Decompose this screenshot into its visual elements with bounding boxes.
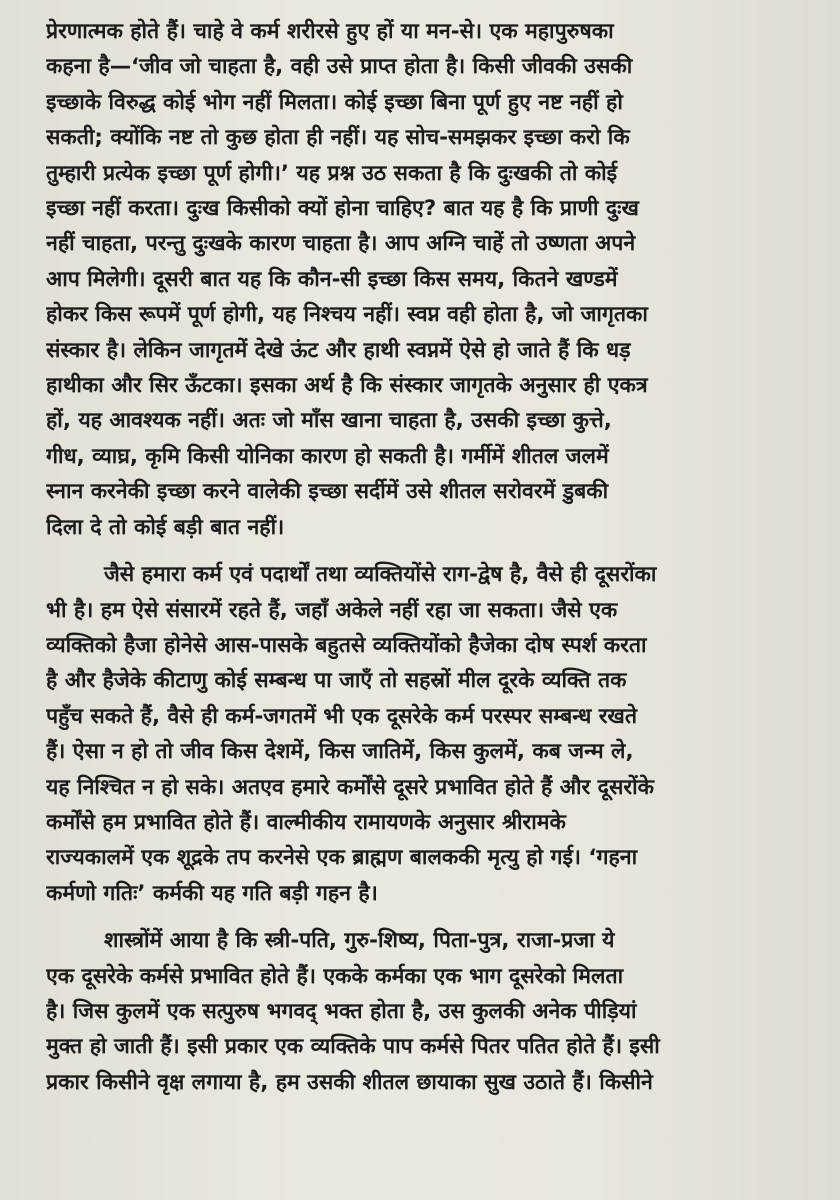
text-line: कर्मणो गतिः’ कर्मकी यह गति बड़ी गहन है। [46,880,378,906]
text-line: प्रकार किसीने वृक्ष लगाया है, हम उसकी शीतल छायाका सुख उठाते हैं। किसीने [46,1069,653,1095]
text-line: हाथीका और सिर ऊँटका। इसका अर्थ है कि संस्कार जागृतके अनुसार ही एकत्र [46,373,648,399]
text-line: कर्मोंसे हम प्रभावित होते हैं। वाल्मीकीय रामायणके अनुसार श्रीरामके [46,809,566,835]
text-line: स्नान करनेकी इच्छा करने वालेकी इच्छा सर्दीमें उसे शीतल सरोवरमें डुबकी [46,479,609,505]
paragraph-1 [46,14,800,545]
text-line: दिला दे तो कोई बड़ी बात नहीं। [46,514,285,540]
text-line: हों, यह आवश्यक नहीं। अतः जो माँस खाना चाहता है, उसकी इच्छा कुत्ते, [46,408,612,434]
text-line: पहुँच सकते हैं, वैसे ही कर्म-जगतमें भी एक दूसरेके कर्म परस्पर सम्बन्ध रखते [46,703,637,729]
paragraph-2 [46,557,800,911]
text-line: इच्छा नहीं करता। दुःख किसीको क्यों होना चाहिए? बात यह है कि प्राणी दुःख [46,196,639,222]
text-line: व्यक्तिको हैजा होनेसे आस-पासके बहुतसे व्यक्तियोंको हैजेका दोष स्पर्श करता [46,632,647,658]
text-line: शास्त्रोंमें आया है कि स्त्री-पति, गुरु-शिष्य, पिता-पुत्र, राजा-प्रजा ये [104,928,615,954]
text-line: सकती; क्योंकि नष्ट तो कुछ होता ही नहीं। यह सोच-समझकर इच्छा करो कि [46,125,630,151]
text-line: तुम्हारी प्रत्येक इच्छा पूर्ण होगी।’ यह प्रश्न उठ सकता है कि दुःखकी तो कोई [46,160,618,186]
text-line: प्रेरणात्मक होते हैं। चाहे वे कर्म शरीरसे हुए हों या मन-से। एक महापुरुषका [46,19,614,44]
text-line: एक दूसरेके कर्मसे प्रभावित होते हैं। एकके कर्मका एक भाग दूसरेको मिलता [46,963,624,989]
paragraph-3 [46,923,800,1100]
text-line: संस्कार है। लेकिन जागृतमें देखे ऊंट और हाथी स्वप्नमें ऐसे हो जाते हैं कि धड़ [46,337,631,363]
text-line: जैसे हमारा कर्म एवं पदार्थों तथा व्यक्तियोंसे राग-द्वेष है, वैसे ही दूसरोंका [104,562,657,588]
text-line: मुक्त हो जाती हैं। इसी प्रकार एक व्यक्तिके पाप कर्मसे पितर पतित होते हैं। इसी [46,1034,660,1060]
text-line: हैं। ऐसा न हो तो जीव किस देशमें, किस जातिमें, किस कुलमें, कब जन्म ले, [46,739,634,765]
text-line: आप मिलेगी। दूसरी बात यह कि कौन-सी इच्छा किस समय, कितने खण्डमें [46,266,618,292]
text-line: भी है। हम ऐसे संसारमें रहते हैं, जहाँ अकेले नहीं रहा जा सकता। जैसे एक [46,597,618,623]
text-line: इच्छाके विरुद्ध कोई भोग नहीं मिलता। कोई इच्छा बिना पूर्ण हुए नष्ट नहीं हो [46,89,623,115]
text-line: कहना है—‘जीव जो चाहता है, वही उसे प्राप्त होता है। किसी जीवकी उसकी [46,54,633,80]
text-line: है। जिस कुलमें एक सत्पुरुष भगवद् भक्त होता है, उस कुलकी अनेक पीड़ियां [46,998,637,1024]
text-line: राज्यकालमें एक शूद्रके तप करनेसे एक ब्राह्मण बालककी मृत्यु हो गई। ‘गहना [46,845,638,871]
text-line: यह निश्चित न हो सके। अतएव हमारे कर्मोंसे दूसरे प्रभावित होते हैं और दूसरोंके [46,774,654,800]
text-line: नहीं चाहता, परन्तु दुःखके कारण चाहता है। आप अग्नि चाहें तो उष्णता अपने [46,231,636,257]
text-line: होकर किस रूपमें पूर्ण होगी, यह निश्चय नहीं। स्वप्न वही होता है, जो जागृतका [46,302,648,328]
text-line: गीध, व्याघ्र, कृमि किसी योनिका कारण हो सकती है। गर्मीमें शीतल जलमें [46,443,609,469]
text-line: है और हैजेके कीटाणु कोई सम्बन्ध पा जाएँ तो सहस्रों मील दूरके व्यक्ति तक [46,668,627,694]
